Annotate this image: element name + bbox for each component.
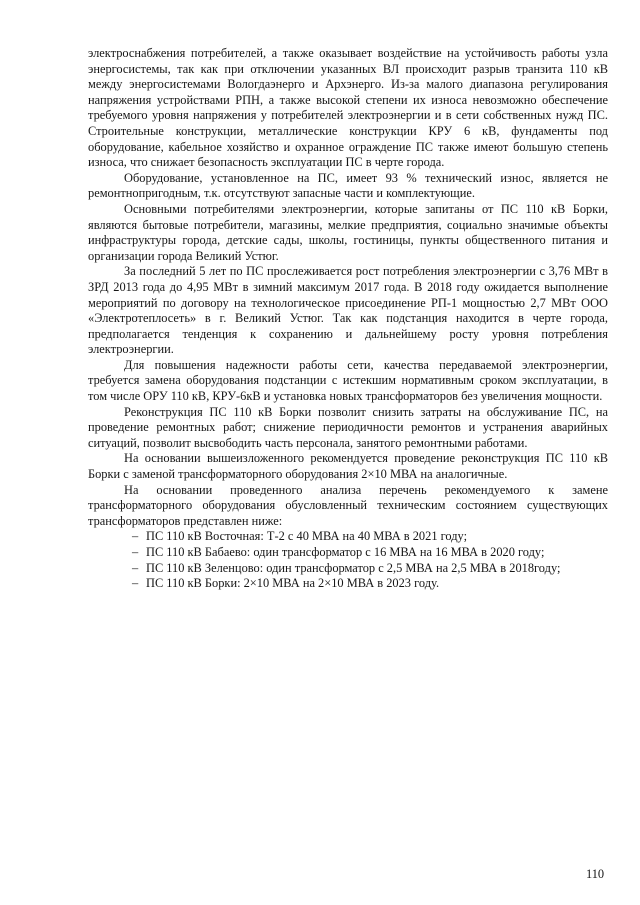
list-item	[88, 561, 608, 577]
list-item-text: ПС 110 кВ Зеленцово: один трансформатор с 2,5 МВА на 2,5 МВА в 2018году;	[146, 560, 561, 575]
transformer-list	[88, 529, 608, 591]
paragraph: Для повышения надежности работы сети, качества передаваемой электроэнергии, требуется замена оборудования подстанции с истекшим нормативным сроком эксплуатации, в том числе ОРУ 110 кВ, КРУ-6кВ и установка новых трансформаторов без увеличения мощности.	[88, 357, 608, 404]
list-item	[88, 576, 608, 592]
paragraph: Реконструкция ПС 110 кВ Борки позволит снизить затраты на обслуживание ПС, на проведение ремонтных работ; снижение периодичности ремонтов и устранения аварийных ситуаций, позволит высвободить часть персонала, занятого ремонтными работами.	[88, 404, 608, 450]
list-item-text: ПС 110 кВ Восточная: Т-2 с 40 МВА на 40 МВА в 2021 году;	[146, 529, 468, 544]
paragraph: За последний 5 лет по ПС прослеживается рост потребления электроэнергии с 3,76 МВт в ЗРД 2013 года до 4,95 МВт в зимний максимум 2017 года. В 2018 году ожидается выполнение мероприятий по договору на технологическое присоединение РП-1 мощностью 2,7 МВт ООО «Электротеплосеть» в г. Великий Устюг. Так как подстанция находится в черте города, предполагается тенденция к сохранению и дальнейшему росту уровня потребления электроэнергии.	[88, 264, 608, 357]
paragraph: Основными потребителями электроэнергии, которые запитаны от ПС 110 кВ Борки, являются бытовые потребители, магазины, мелкие предприятия, социально значимые объекты инфраструктуры города, детские сады, школы, гостиницы, пункты общественного питания и организации города Великий Устюг.	[88, 201, 608, 263]
paragraph: На основании проведенного анализа перечень рекомендуемого к замене трансформаторного оборудования обусловленный техническим состоянием существующих трансформаторов представлен ниже:	[88, 482, 608, 528]
list-bullet: –	[132, 545, 139, 559]
list-item-text: ПС 110 кВ Бабаево: один трансформатор с 16 МВА на 16 МВА в 2020 году;	[146, 545, 545, 559]
paragraph: Оборудование, установленное на ПС, имеет 93 % технический износ, является не ремонтнопригодным, т.к. отсутствуют запасные части и комплектующие.	[88, 170, 608, 201]
paragraph: На основании вышеизложенного рекомендуется проведение реконструкция ПС 110 кВ Борки с заменой трансформаторного оборудования 2×10 МВА на аналогичные.	[88, 451, 608, 482]
body-text	[88, 46, 608, 592]
paragraph: электроснабжения потребителей, а также оказывает воздействие на устойчивость работы узла энергосистемы, так как при отключении указанных ВЛ происходит разрыв транзита 110 кВ между энергосистемами Вологдаэнерго и Архэнерго. Из-за малого диапазона регулирования напряжения устройствами РПН, а также высокой степени их износа невозможно обеспечение требуемого уровня напряжения у потребителей электроэнергии и в сети собственных нужд ПС. Строительные конструкции, металлические конструкции КРУ 6 кВ, фундаменты под оборудование, кабельное хозяйство и охранное ограждение ПС также имеют большую степень износа, что снижает безопасность эксплуатации ПС в черте города.	[88, 46, 608, 170]
page-number: 110	[586, 867, 605, 881]
list-bullet: –	[132, 576, 139, 591]
list-item-text: ПС 110 кВ Борки: 2×10 МВА на 2×10 МВА в 2023 году.	[146, 576, 440, 591]
list-bullet: –	[132, 560, 139, 575]
list-item	[88, 529, 608, 545]
list-bullet: –	[132, 529, 139, 544]
list-item	[88, 545, 608, 561]
